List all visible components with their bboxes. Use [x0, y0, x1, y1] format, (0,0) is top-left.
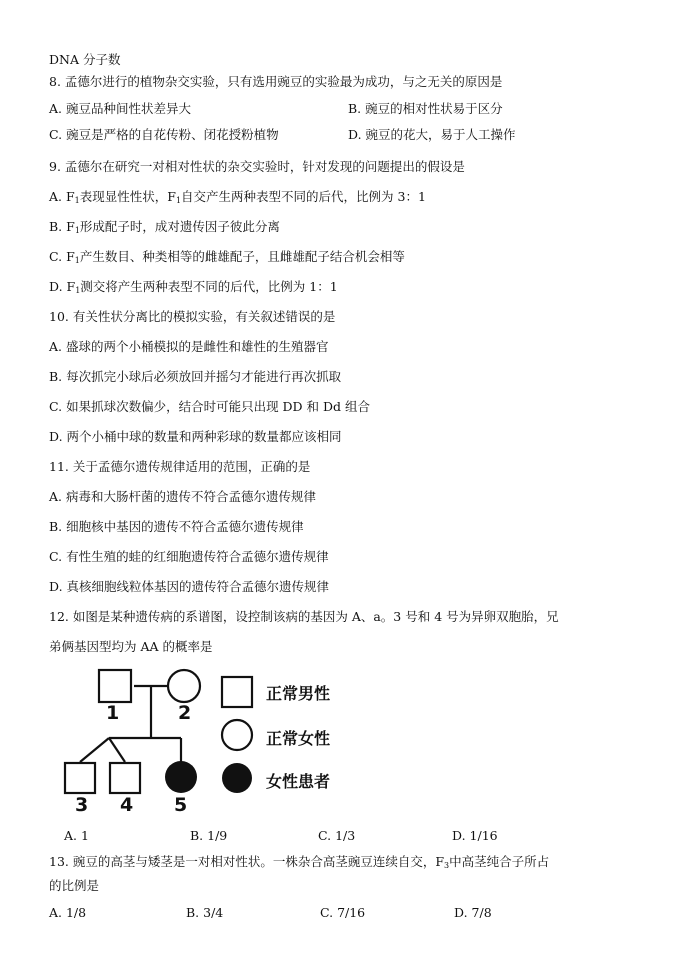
- question-13-option-b: B. 3/4: [186, 905, 224, 920]
- twin-branch-left: [80, 738, 109, 762]
- question-8-option-b: B. 豌豆的相对性状易于区分: [348, 101, 503, 116]
- pedigree-label-4: 4: [120, 794, 134, 816]
- legend-normal-female-label: 正常女性: [266, 729, 331, 748]
- question-11-option-a: A. 病毒和大肠杆菌的遗传不符合孟德尔遗传规律: [49, 489, 316, 504]
- individual-4-male-symbol: [110, 763, 140, 793]
- question-9-stem: 9. 孟德尔在研究一对相对性状的杂交实验时，针对发现的问题提出的假设是: [49, 159, 465, 174]
- question-11-option-c: C. 有性生殖的蛙的红细胞遗传符合孟德尔遗传规律: [49, 549, 329, 564]
- question-13-option-c: C. 7/16: [320, 905, 366, 920]
- header-line: DNA 分子数: [49, 52, 121, 67]
- question-13-stem-line2: 的比例是: [49, 878, 100, 893]
- legend-affected-female-label: 女性患者: [266, 772, 331, 791]
- individual-3-male-symbol: [65, 763, 95, 793]
- question-10-option-a: A. 盛球的两个小桶模拟的是雌性和雄性的生殖器官: [49, 339, 329, 354]
- pedigree-label-5: 5: [174, 794, 188, 816]
- individual-2-female-symbol: [168, 670, 200, 702]
- question-12-option-d: D. 1/16: [452, 828, 498, 843]
- legend-female-symbol: [222, 720, 252, 750]
- question-9-option-c: C. $F_1$产生数目、种类相等的雌雄配子，且雌雄配子结合机会相等: [49, 249, 405, 265]
- question-10-option-c: C. 如果抓球次数偏少，结合时可能只出现 DD 和 Dd 组合: [49, 399, 371, 414]
- legend-normal-male-label: 正常男性: [266, 684, 331, 703]
- question-12-option-c: C. 1/3: [318, 828, 356, 843]
- question-10-option-b: B. 每次抓完小球后必须放回并摇匀才能进行再次抓取: [49, 369, 342, 384]
- individual-1-male-symbol: [99, 670, 131, 702]
- question-9-option-a: A. $F_1$表现显性性状，$F_1$自交产生两种表型不同的后代，比例为 3：1: [49, 189, 426, 205]
- question-10-stem: 10. 有关性状分离比的模拟实验，有关叙述错误的是: [49, 309, 336, 324]
- question-9-option-b: B. $F_1$形成配子时，成对遗传因子彼此分离: [49, 219, 280, 235]
- legend-affected-female-symbol: [222, 763, 252, 793]
- question-11-stem: 11. 关于孟德尔遗传规律适用的范围，正确的是: [49, 459, 311, 474]
- legend-male-symbol: [222, 677, 252, 707]
- question-10-option-d: D. 两个小桶中球的数量和两种彩球的数量都应该相同: [49, 429, 342, 444]
- question-11-option-d: D. 真核细胞线粒体基因的遗传符合孟德尔遗传规律: [49, 579, 330, 594]
- question-12-option-b: B. 1/9: [190, 828, 228, 843]
- twin-branch-right: [109, 738, 125, 762]
- question-8-option-a: A. 豌豆品种间性状差异大: [49, 101, 191, 116]
- pedigree-label-1: 1: [106, 702, 120, 724]
- question-11-option-b: B. 细胞核中基因的遗传不符合孟德尔遗传规律: [49, 519, 304, 534]
- individual-5-affected-female-symbol: [165, 761, 197, 793]
- question-9-option-d: D. $F_1$测交将产生两种表型不同的后代，比例为 1：1: [49, 279, 338, 295]
- question-12-option-a: A. 1: [64, 828, 89, 843]
- question-13-option-d: D. 7/8: [454, 905, 492, 920]
- question-8-option-c: C. 豌豆是严格的自花传粉、闭花授粉植物: [49, 127, 279, 142]
- question-12-stem-line2: 弟俩基因型均为 AA 的概率是: [49, 639, 213, 654]
- question-12-stem-line1: 12. 如图是某种遗传病的系谱图，设控制该病的基因为 A、a。3 号和 4 号为异卵双胞胎，兄: [49, 609, 559, 624]
- pedigree-label-3: 3: [75, 794, 89, 816]
- question-13-option-a: A. 1/8: [49, 905, 87, 920]
- question-8-option-d: D. 豌豆的花大，易于人工操作: [348, 127, 516, 142]
- pedigree-label-2: 2: [178, 702, 192, 724]
- question-13-stem-line1: 13. 豌豆的高茎与矮茎是一对相对性状。一株杂合高茎豌豆连续自交，$F_3$中高茎纯合子所占: [49, 854, 550, 870]
- question-8-stem: 8. 孟德尔进行的植物杂交实验，只有选用豌豆的实验最为成功，与之无关的原因是: [49, 74, 503, 89]
